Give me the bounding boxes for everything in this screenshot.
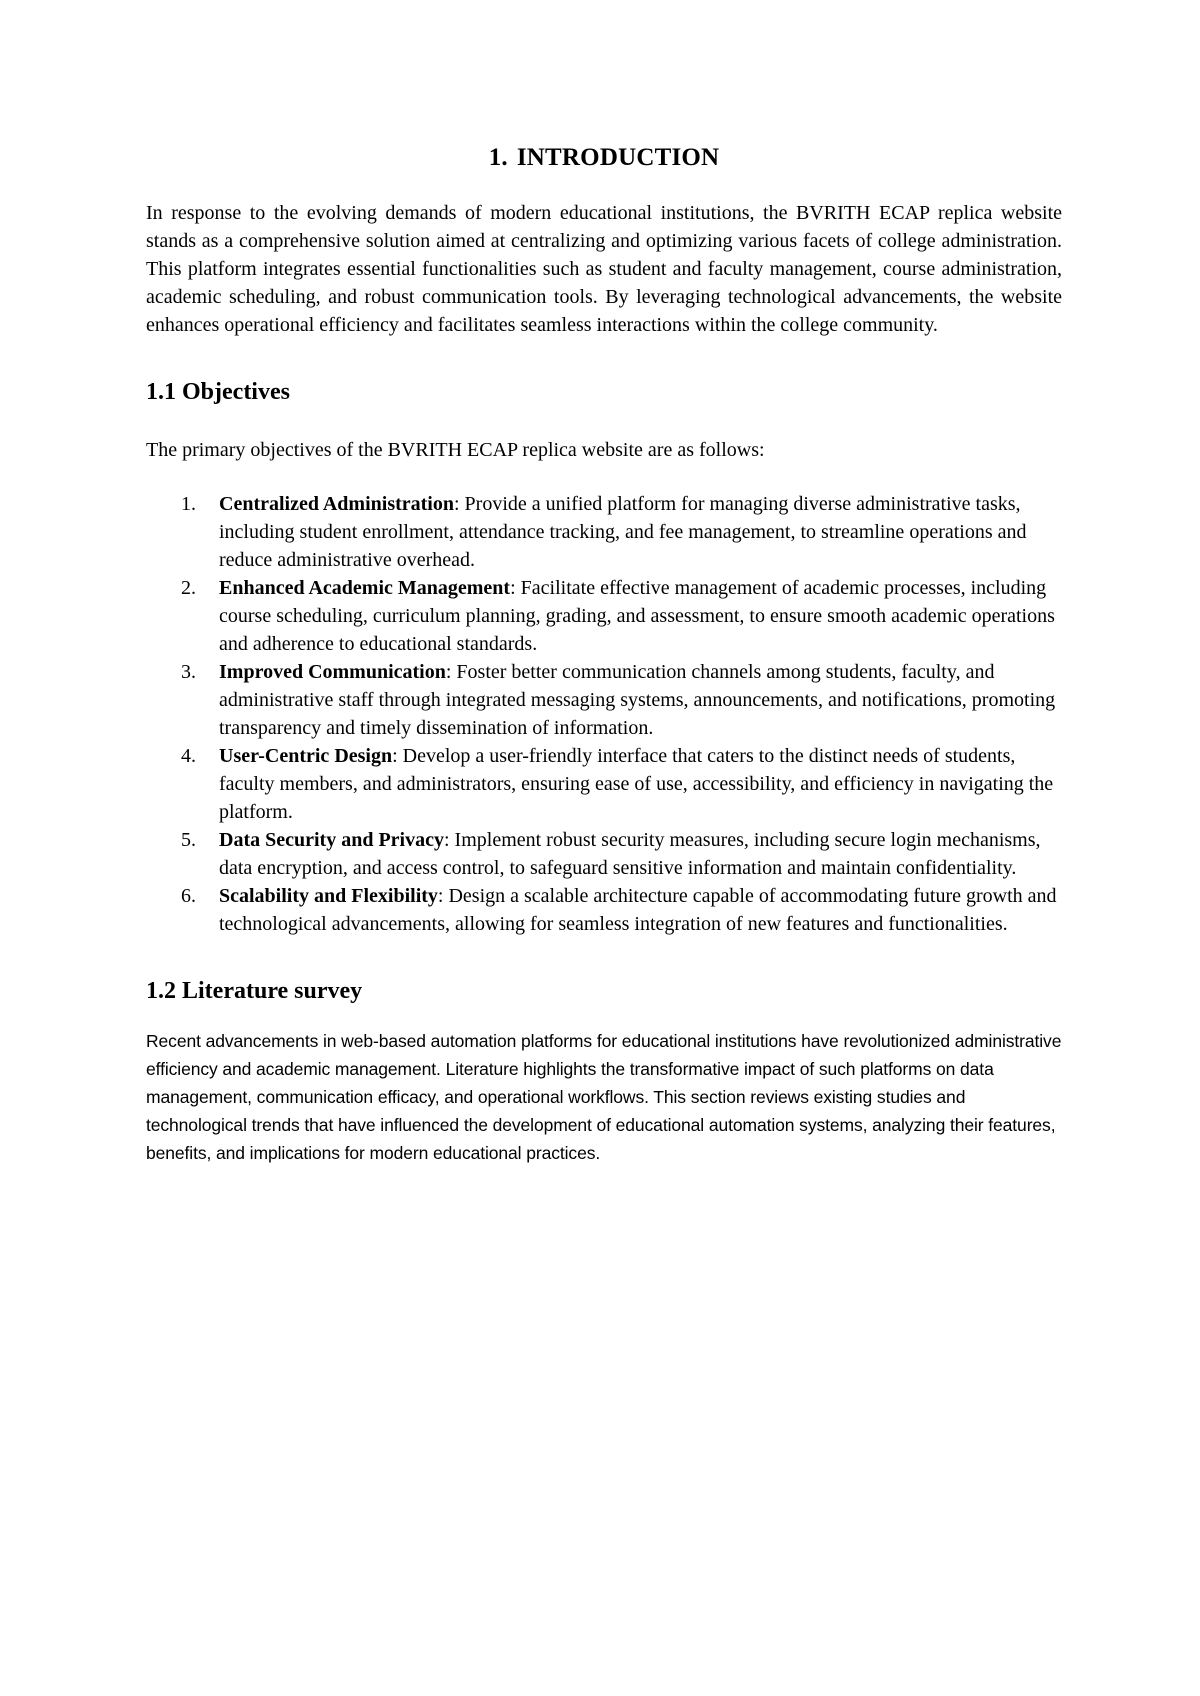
list-item-text: : Develop a user-friendly interface that caters to the distinct needs of students, faculty members, and administrators, ensuring ease of use, accessibility, and efficiency in navigating the platform. [219, 745, 1054, 823]
list-item-number: 5. [181, 829, 196, 851]
list-item-number: 3. [181, 661, 196, 683]
list-item-number: 1. [181, 493, 196, 515]
objectives-lead: The primary objectives of the BVRITH ECAP replica website are as follows: [146, 439, 765, 461]
literature-survey-paragraph: Recent advancements in web-based automation platforms for educational institutions have revolutionized administrative efficiency and academic management. Literature highlights the transformative impact of such platforms on data management, communication efficacy, and operational workflows. This section reviews existing studies and technological trends that have influenced the development of educational automation systems, analyzing their features, benefits, and implications for modern educational practices. [146, 1031, 1062, 1163]
list-item-title: Data Security and Privacy [219, 829, 444, 851]
list-item [146, 742, 1062, 826]
chapter-title [146, 142, 1062, 174]
list-item-title: Improved Communication [219, 661, 446, 683]
chapter-number: 1. [488, 144, 508, 171]
list-item-title: Scalability and Flexibility [219, 885, 438, 907]
list-item-text: : Foster better communication channels among students, faculty, and administrative staff through integrated messaging systems, announcements, and notifications, promoting transparency and timely dissemination of information. [219, 661, 1056, 739]
page-content [146, 142, 1062, 1167]
list-item-text: : Provide a unified platform for managing diverse administrative tasks, including student enrollment, attendance tracking, and fee management, to streamline operations and reduce administrative overhead. [219, 493, 1027, 571]
list-item [146, 574, 1062, 658]
literature-survey-heading: 1.2 Literature survey [146, 978, 363, 1004]
list-item-title: Centralized Administration [219, 493, 454, 515]
list-item [146, 490, 1062, 574]
chapter-title-text: INTRODUCTION [516, 144, 720, 171]
list-item-title: Enhanced Academic Management [219, 577, 511, 599]
list-item [146, 826, 1062, 882]
list-item-text: : Facilitate effective management of academic processes, including course scheduling, curriculum planning, grading, and assessment, to ensure smooth academic operations and adherence to educational standards. [219, 577, 1055, 655]
objectives-heading: 1.1 Objectives [146, 379, 290, 405]
list-item-number: 2. [181, 577, 196, 599]
list-item-number: 6. [181, 885, 196, 907]
objectives-list [146, 490, 1062, 938]
list-item [146, 658, 1062, 742]
list-item-title: User-Centric Design [219, 745, 393, 767]
intro-paragraph: In response to the evolving demands of modern educational institutions, the BVRITH ECAP replica website stands as a comprehensive solution aimed at centralizing and optimizing various facets of college administration. This platform integrates essential functionalities such as student and faculty management, course administration, academic scheduling, and robust communication tools. By leveraging technological advancements, the website enhances operational efficiency and facilitates seamless interactions within the college community. [146, 202, 1062, 336]
list-item-number: 4. [181, 745, 196, 767]
list-item [146, 882, 1062, 938]
list-item-text: : Design a scalable architecture capable of accommodating future growth and technological advancements, allowing for seamless integration of new features and functionalities. [219, 885, 1057, 935]
list-item-text: : Implement robust security measures, including secure login mechanisms, data encryption, and access control, to safeguard sensitive information and maintain confidentiality. [219, 829, 1041, 879]
